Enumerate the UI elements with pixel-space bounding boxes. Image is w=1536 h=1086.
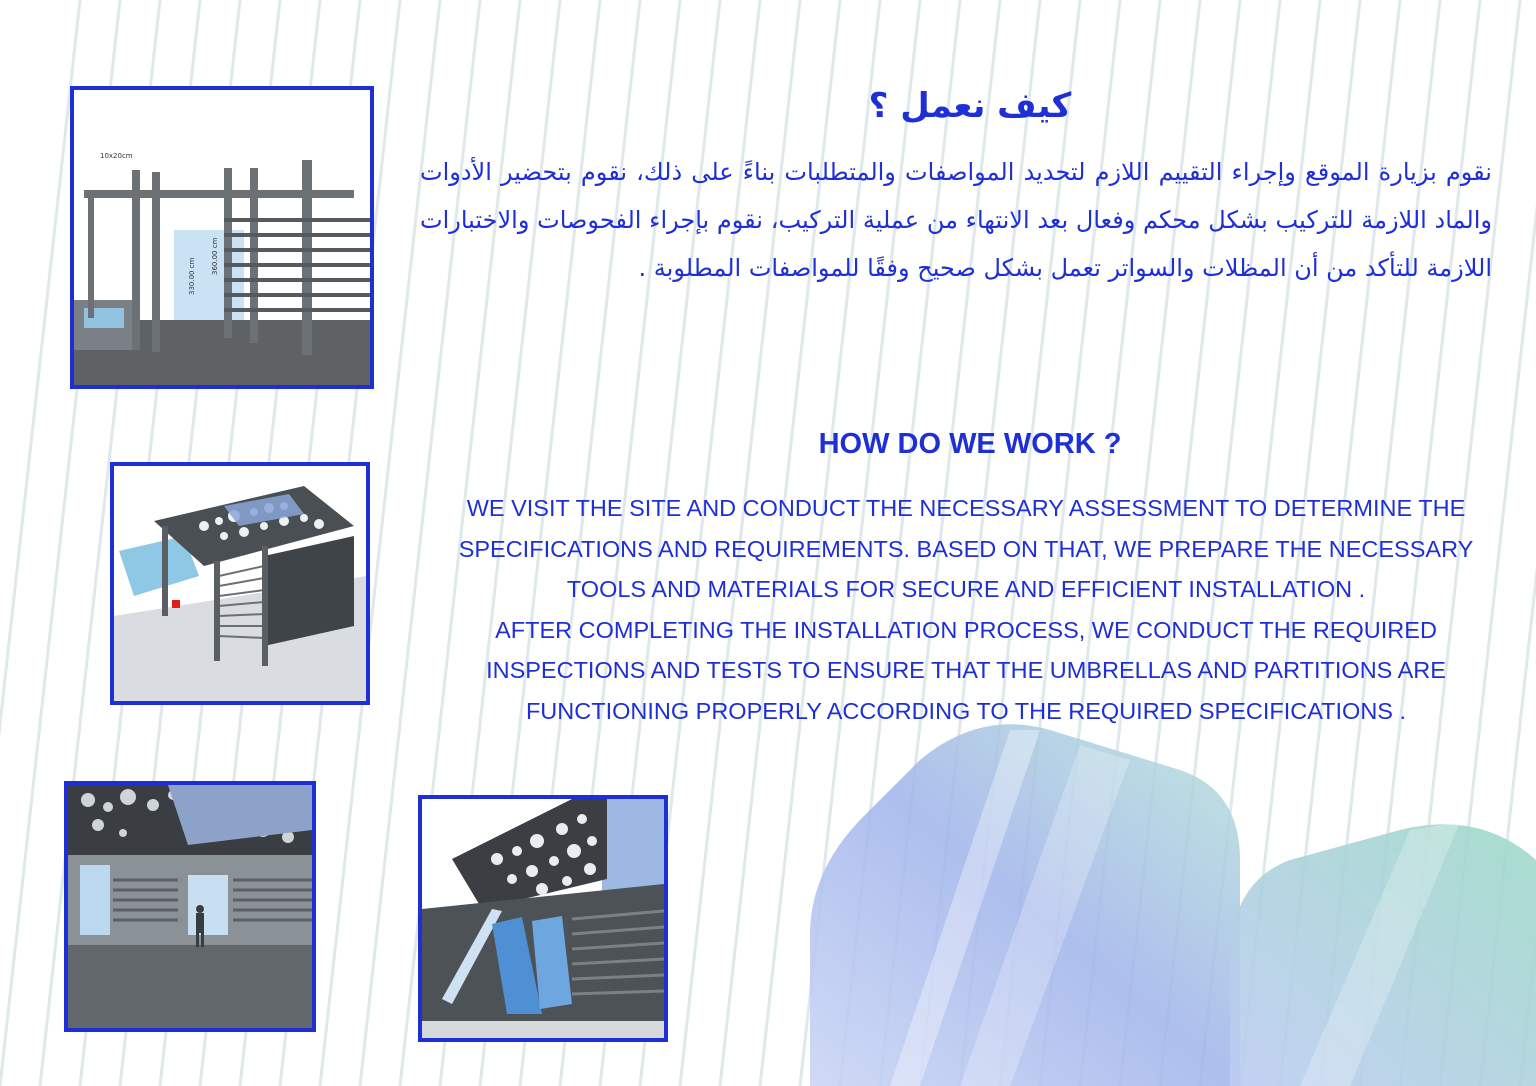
pergola-top-detail-photo xyxy=(418,795,668,1042)
english-paragraph-2: AFTER COMPLETING THE INSTALLATION PROCESS, WE CONDUCT THE REQUIRED INSPECTIONS AND TESTS TO ENSURE THAT THE UMBRELLAS AND PARTITIONS ARE FUNCTIONING PROPERLY ACCORDING TO THE REQUIRED SPECIFICATIONS . xyxy=(486,616,1446,724)
english-title: HOW DO WE WORK ? xyxy=(818,428,1122,460)
beam-size-label: 10x20cm xyxy=(100,152,133,160)
arabic-paragraph: نقوم بزيارة الموقع وإجراء التقييم اللازم لتحديد المواصفات والمتطلبات بناءً على ذلك، نقوم بتحضير الأدوات والماد اللازمة للتركيب بشكل محكم وفعال بعد الانتهاء من عملية التركيب، نقوم بإجراء الفحوصات والاختبارات اللازمة للتأكد من أن المظلات والسواتر تعمل بشكل صحيح وفقًا للمواصفات المطلوبة . xyxy=(420,158,1492,282)
height-label-2: 360.00 cm xyxy=(211,237,219,275)
english-paragraphs xyxy=(440,488,1492,731)
pergola-elevation-photo xyxy=(70,86,374,389)
height-label-1: 330.00 cm xyxy=(188,257,196,295)
arabic-title: كيف نعمل ؟ xyxy=(868,86,1072,126)
english-paragraph-1: WE VISIT THE SITE AND CONDUCT THE NECESSARY ASSESSMENT TO DETERMINE THE SPECIFICATIONS AND REQUIREMENTS. BASED ON THAT, WE PREPARE THE NECESSARY TOOLS AND MATERIALS FOR SECURE AND EFFICIENT INSTALLATION . xyxy=(458,495,1474,602)
pergola-interior-photo xyxy=(64,781,316,1032)
pergola-3d-view-photo xyxy=(110,462,370,705)
